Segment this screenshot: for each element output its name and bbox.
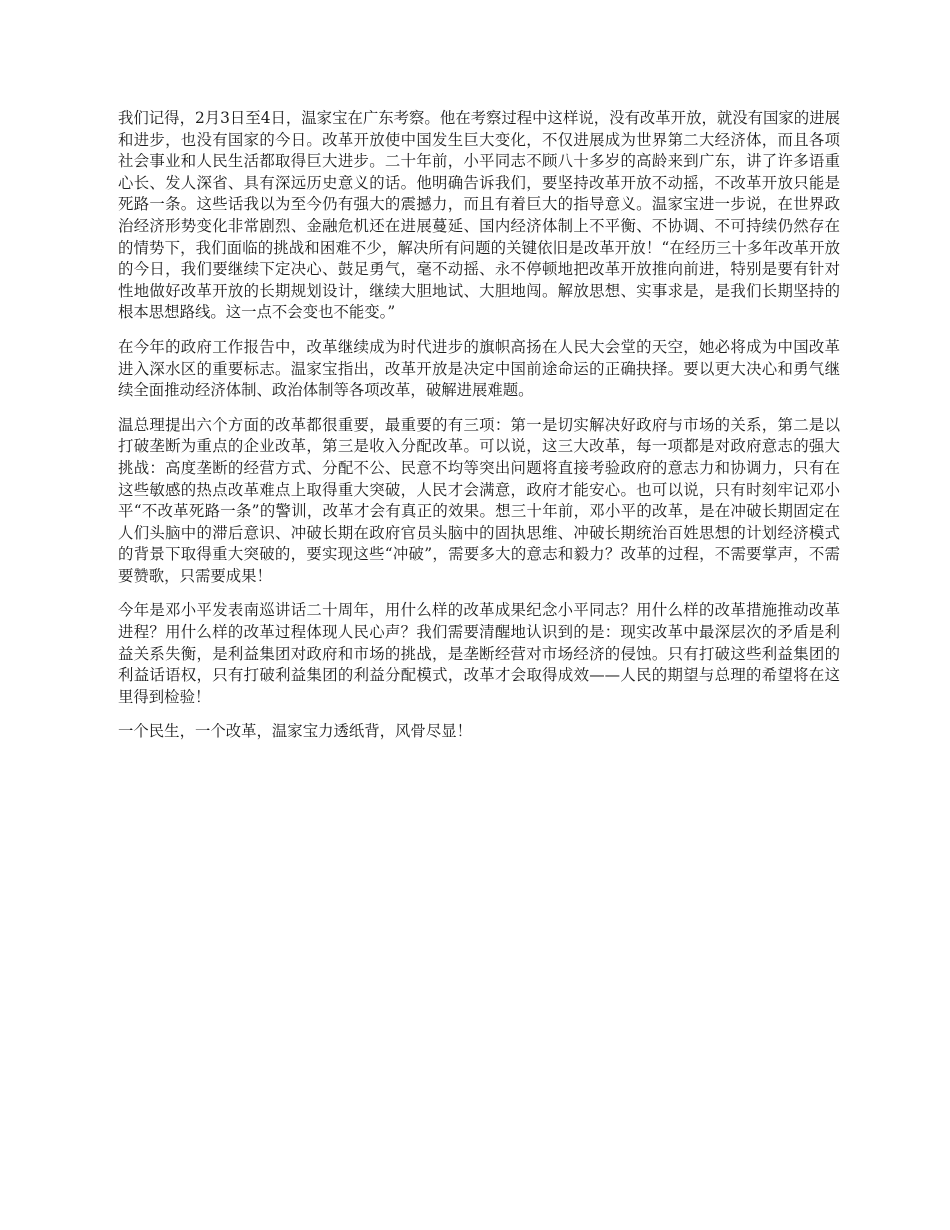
- paragraph-5: 一个民生，一个改革，温家宝力透纸背，风骨尽显！: [118, 722, 472, 741]
- paragraph-1: 我们记得，2月3日至4日，温家宝在广东考察。他在考察过程中这样说，没有改革开放，就没有国家的进展和进步，也没有国家的今日。改革开放使中国发生巨大变化，不仅进展成为世界第二大经济体，而且各项社会事业和人民生活都取得巨大进步。二十年前，小平同志不顾八十多岁的高龄来到广东，讲了许多语重心长、发人深省、具有深远历史意义的话。他明确告诉我们，要坚持改革开放不动摇，不改革开放只能是死路一条。这些话我以为至今仍有强大的震撼力，而且有着巨大的指导意义。温家宝进一步说，在世界政治经济形势变化非常剧烈、金融危机还在进展蔓延、国内经济体制上不平衡、不协调、不可持续仍然存在的情势下，我们面临的挑战和困难不少，解决所有问题的关键依旧是改革开放！“在经历三十多年改革开放的今日，我们要继续下定决心、鼓足勇气，毫不动摇、永不停顿地把改革开放推向前进，特别是要有针对性地做好改革开放的长期规划设计，继续大胆地试、大胆地闯。解放思想、实事求是，是我们长期坚持的根本思想路线。这一点不会变也不能变。”: [118, 109, 840, 322]
- article-body: [118, 108, 840, 756]
- paragraph-4: 今年是邓小平发表南巡讲话二十周年，用什么样的改革成果纪念小平同志？用什么样的改革措施推动改革进程？用什么样的改革过程体现人民心声？我们需要清醒地认识到的是：现实改革中最深层次的矛盾是利益关系失衡，是利益集团对政府和市场的挑战，是垄断经营对市场经济的侵蚀。只有打破这些利益集团的利益话语权，只有打破利益集团的利益分配模式，改革才会取得成效——人民的期望与总理的希望将在这里得到检验！: [118, 601, 840, 706]
- paragraph-2: 在今年的政府工作报告中，改革继续成为时代进步的旗帜高扬在人民大会堂的天空，她必将成为中国改革进入深水区的重要标志。温家宝指出，改革开放是决定中国前途命运的正确抉择。要以更大决心和勇气继续全面推动经济体制、政治体制等各项改革，破解进展难题。: [118, 337, 840, 400]
- paragraph-3: 温总理提出六个方面的改革都很重要，最重要的有三项：第一是切实解决好政府与市场的关系，第二是以打破垄断为重点的企业改革，第三是收入分配改革。可以说，这三大改革，每一项都是对政府意志的强大挑战：高度垄断的经营方式、分配不公、民意不均等突出问题将直接考验政府的意志力和协调力，只有在这些敏感的热点改革难点上取得重大突破，人民才会满意，政府才能安心。也可以说，只有时刻牢记邓小平“不改革死路一条”的警训，改革才会有真正的效果。想三十年前，邓小平的改革，是在冲破长期固定在人们头脑中的滞后意识、冲破长期在政府官员头脑中的固执思维、冲破长期统治百姓思想的计划经济模式的背景下取得重大突破的，要实现这些“冲破”，需要多大的意志和毅力？改革的过程，不需要掌声，不需要赞歌，只需要成果！: [118, 415, 840, 585]
